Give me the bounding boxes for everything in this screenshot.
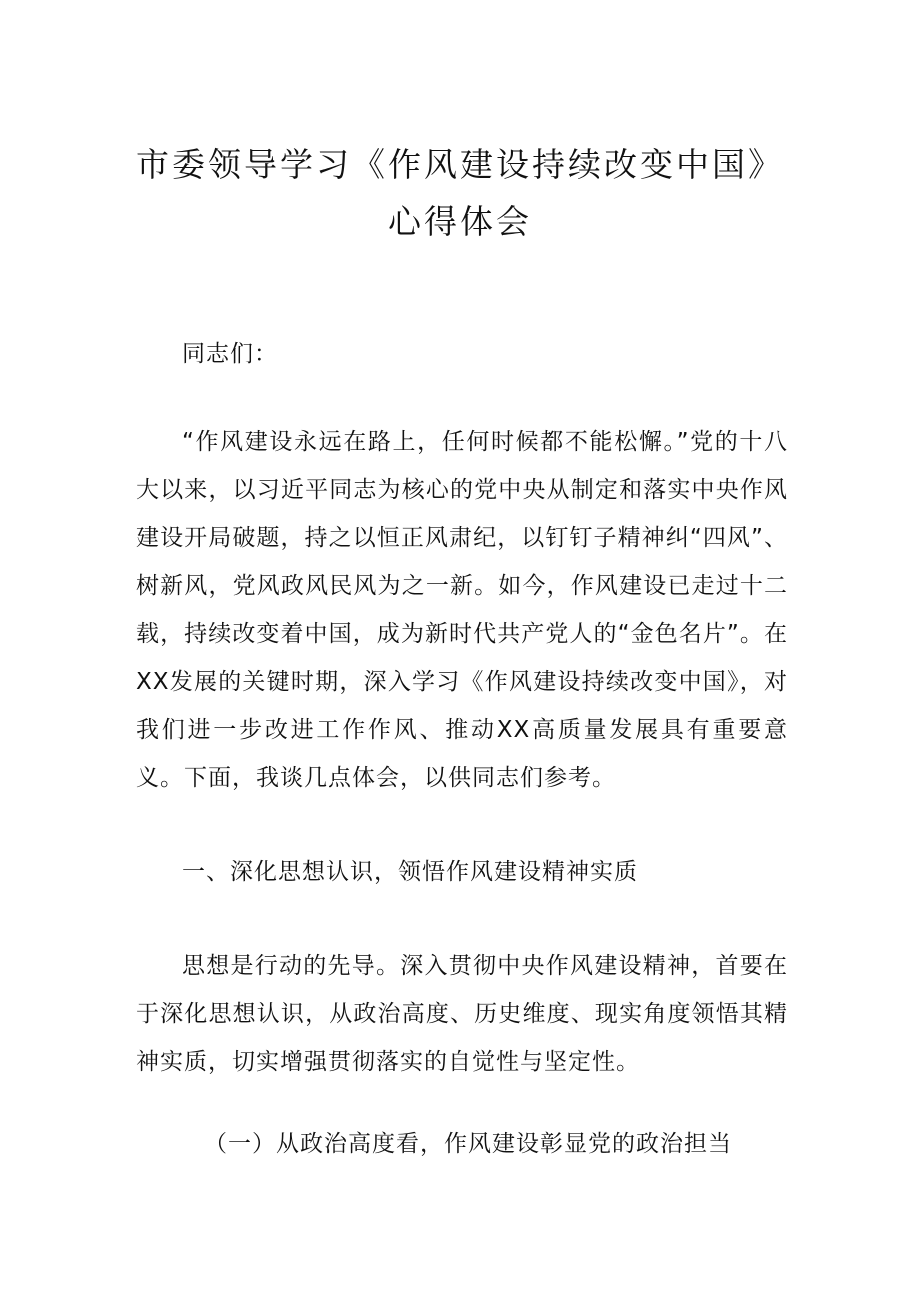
body-paragraph-2: 思想是行动的先导。深入贯彻中央作风建设精神，首要在于深化思想认识，从政治高度、历史维度、现实角度领悟其精神实质，切实增强贯彻落实的自觉性与坚定性。 bbox=[136, 953, 788, 1075]
subsection-heading-1: （一）从政治高度看，作风建设彰显党的政治担当 bbox=[204, 1131, 732, 1157]
document-title: 市委领导学习《作风建设持续改变中国》心得体会 bbox=[136, 145, 784, 241]
greeting-text: 同志们： bbox=[182, 341, 278, 367]
section-heading-1: 一、深化思想认识，领悟作风建设精神实质 bbox=[182, 859, 638, 885]
body-paragraph-1: “作风建设永远在路上，任何时候都不能松懈。”党的十八大以来，以习近平同志为核心的党中央从制定和落实中央作风建设开局破题，持之以恒正风肃纪，以钉钉子精神纠“四风”、树新风，党风政风民风为之一新。如今，作风建设已走过十二载，持续改变着中国，成为新时代共产党人的“金色名片”。在XX发展的关键时期，深入学习《作风建设持续改变中国》，对我们进一步改进工作作风、推动XX高质量发展具有重要意义。下面，我谈几点体会，以供同志们参考。 bbox=[136, 429, 788, 791]
